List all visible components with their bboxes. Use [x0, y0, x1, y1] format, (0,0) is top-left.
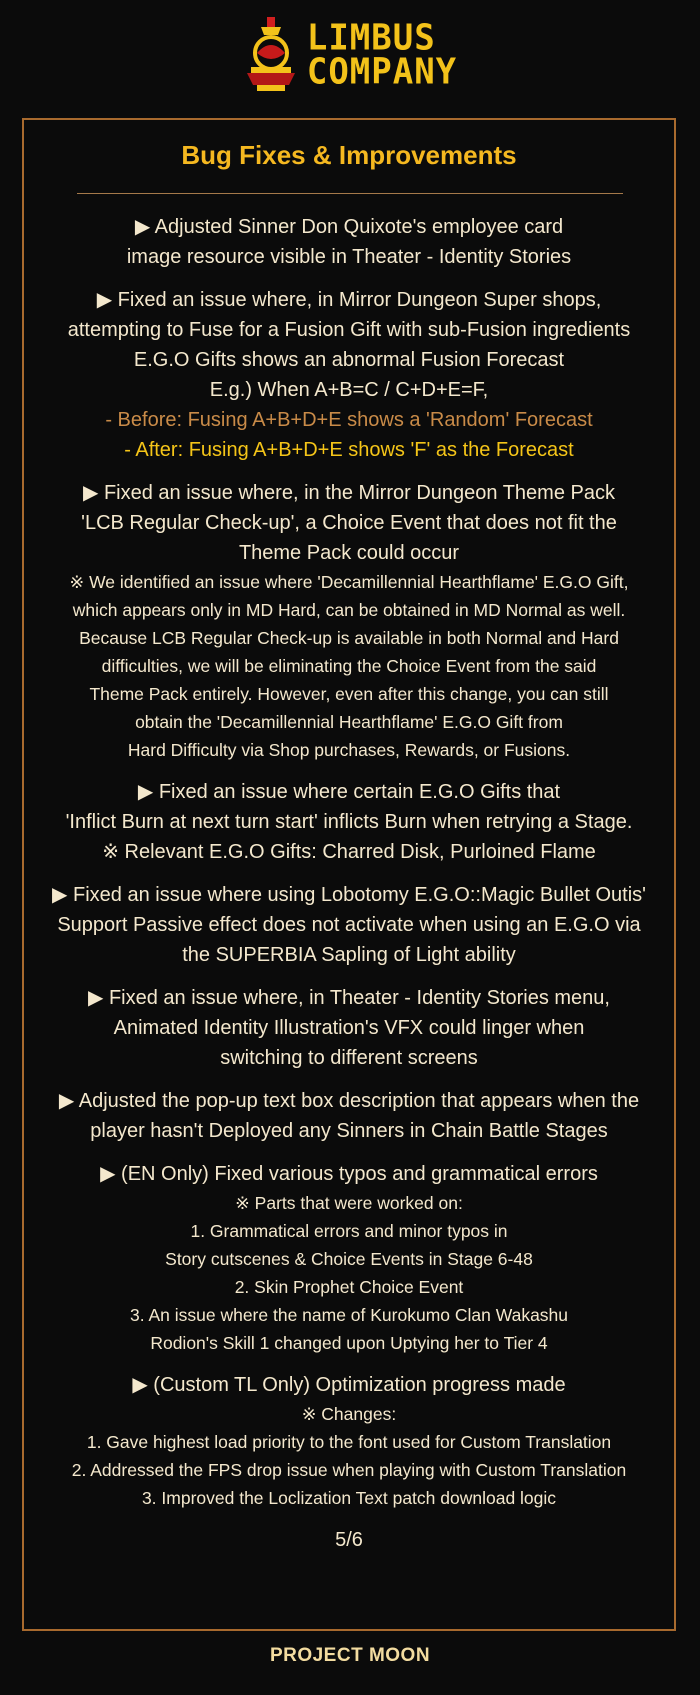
footer-brand: PROJECT MOON	[269, 1645, 431, 1666]
title-divider	[77, 193, 623, 194]
entry-line: ▶ Fixed an issue where, in Theater - Identity Stories menu,	[88, 987, 610, 1009]
entry-note: Rodion's Skill 1 changed upon Uptying her to Tier 4	[150, 1333, 548, 1353]
entry-line: image resource visible in Theater - Identity Stories	[126, 246, 572, 268]
entry-note: 2. Skin Prophet Choice Event	[234, 1277, 464, 1297]
entry-note: which appears only in MD Hard, can be obtained in MD Normal as well.	[72, 600, 626, 620]
panel-title: Bug Fixes & Improvements	[181, 140, 517, 170]
patch-notes-content	[24, 212, 674, 1555]
logo	[0, 14, 700, 96]
entry-line: switching to different screens	[220, 1047, 478, 1069]
patch-entry	[24, 880, 674, 970]
patch-entry	[24, 1159, 674, 1357]
entry-note: obtain the 'Decamillennial Hearthflame' E.G.O Gift from	[135, 712, 563, 732]
entry-note: ※ Changes:	[301, 1404, 397, 1424]
entry-line: ▶ Fixed an issue where, in Mirror Dungeon Super shops,	[96, 289, 602, 311]
entry-line: ▶ Adjusted the pop-up text box description that appears when the	[58, 1090, 640, 1112]
entry-line: ▶ Fixed an issue where certain E.G.O Gifts that	[137, 781, 561, 803]
entry-line: ▶ Fixed an issue where using Lobotomy E.G.O::Magic Bullet Outis'	[52, 884, 646, 906]
entry-line: Animated Identity Illustration's VFX could linger when	[113, 1017, 585, 1039]
entry-note: Hard Difficulty via Shop purchases, Rewards, or Fusions.	[127, 740, 571, 760]
entry-line: the SUPERBIA Sapling of Light ability	[182, 944, 516, 966]
patch-entry	[24, 212, 674, 272]
patch-entry	[24, 285, 674, 465]
before-line: - Before: Fusing A+B+D+E shows a 'Random' Forecast	[105, 409, 593, 431]
page-indicator: 5/6	[335, 1529, 363, 1551]
after-line: - After: Fusing A+B+D+E shows 'F' as the Forecast	[124, 439, 574, 461]
patch-entry	[24, 983, 674, 1073]
entry-note: 2. Addressed the FPS drop issue when playing with Custom Translation	[71, 1460, 627, 1480]
entry-line: E.G.O Gifts shows an abnormal Fusion Forecast	[133, 349, 565, 371]
patch-entry	[24, 478, 674, 764]
entry-note: ※ Parts that were worked on:	[235, 1193, 463, 1213]
entry-line: attempting to Fuse for a Fusion Gift with sub-Fusion ingredients	[67, 319, 631, 341]
entry-line: player hasn't Deployed any Sinners in Chain Battle Stages	[90, 1120, 608, 1142]
entry-note: 1. Grammatical errors and minor typos in	[190, 1221, 508, 1241]
patch-entry	[24, 777, 674, 867]
entry-line: ※ Relevant E.G.O Gifts: Charred Disk, Purloined Flame	[102, 841, 596, 863]
entry-line: ▶ Fixed an issue where, in the Mirror Dungeon Theme Pack	[83, 482, 615, 504]
limbus-emblem-icon	[243, 15, 299, 95]
entry-note: ※ We identified an issue where 'Decamillennial Hearthflame' E.G.O Gift,	[69, 572, 629, 592]
logo-line-1: LIMBUS	[306, 17, 436, 60]
entry-note: Story cutscenes & Choice Events in Stage 6-48	[165, 1249, 533, 1269]
entry-note: Theme Pack entirely. However, even after this change, you can still	[89, 684, 609, 704]
entry-line: Theme Pack could occur	[238, 542, 460, 564]
entry-note: Because LCB Regular Check-up is available in both Normal and Hard	[79, 628, 619, 648]
entry-line: E.g.) When A+B=C / C+D+E=F,	[209, 379, 489, 401]
entry-note: 3. An issue where the name of Kurokumo Clan Wakashu	[129, 1305, 569, 1325]
entry-line: 'LCB Regular Check-up', a Choice Event that does not fit the	[81, 512, 617, 534]
patch-entry	[24, 1086, 674, 1146]
entry-line: Support Passive effect does not activate when using an E.G.O via	[57, 914, 641, 936]
patch-notes-panel	[22, 118, 676, 1631]
entry-note: difficulties, we will be eliminating the Choice Event from the said	[101, 656, 597, 676]
entry-note: 3. Improved the Loclization Text patch download logic	[141, 1488, 557, 1508]
patch-entry	[24, 1370, 674, 1512]
logo-line-2: COMPANY	[306, 51, 458, 93]
entry-line: ▶ (EN Only) Fixed various typos and grammatical errors	[100, 1163, 598, 1185]
entry-line: ▶ (Custom TL Only) Optimization progress made	[132, 1374, 566, 1396]
entry-line: ▶ Adjusted Sinner Don Quixote's employee card	[134, 216, 564, 238]
entry-line: 'Inflict Burn at next turn start' inflicts Burn when retrying a Stage.	[65, 811, 633, 833]
entry-note: 1. Gave highest load priority to the font used for Custom Translation	[86, 1432, 612, 1452]
